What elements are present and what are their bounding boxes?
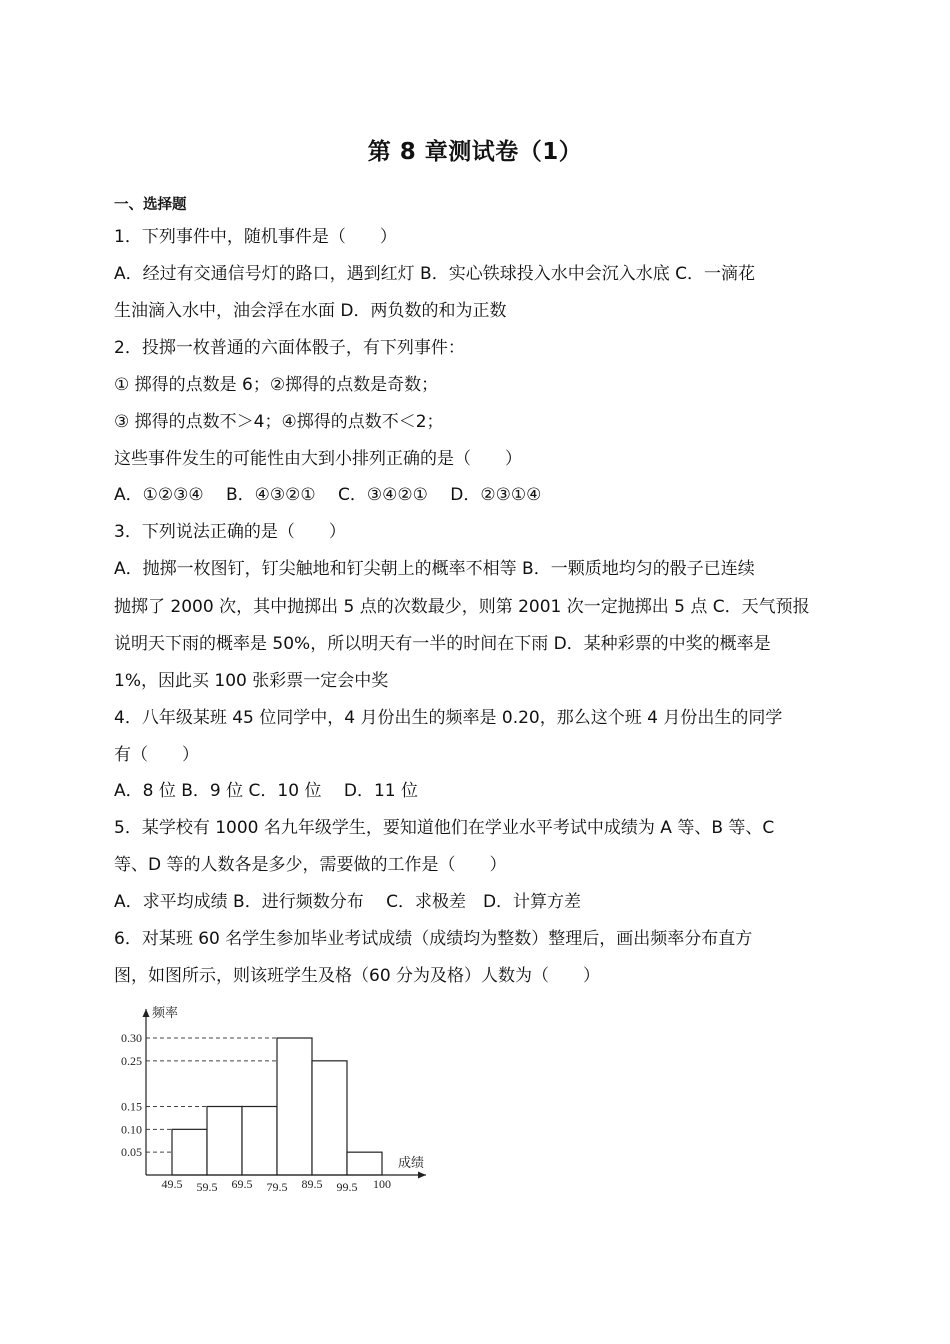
histogram-bar bbox=[172, 1129, 207, 1175]
x-tick-label: 49.5 bbox=[161, 1177, 183, 1191]
y-tick-label: 0.25 bbox=[121, 1053, 142, 1068]
x-axis-arrow bbox=[418, 1172, 426, 1179]
text-line: 图，如图所示，则该班学生及格（60 分为及格）人数为（ ） bbox=[114, 966, 601, 986]
page-title: 第 8 章测试卷（1） bbox=[367, 139, 583, 165]
histogram-bar bbox=[312, 1061, 347, 1175]
y-tick-label: 0.15 bbox=[121, 1099, 142, 1114]
text-line: A．①②③④ B．④③②① C．③④②① D．②③①④ bbox=[114, 485, 542, 505]
text-line: 说明天下雨的概率是 50%，所以明天有一半的时间在下雨 D．某种彩票的中奖的概率是 bbox=[114, 634, 771, 654]
text-line: 1%，因此买 100 张彩票一定会中奖 bbox=[114, 671, 389, 691]
text-line: 1．下列事件中，随机事件是（ ） bbox=[114, 227, 397, 247]
x-tick-label: 59.5 bbox=[196, 1180, 218, 1194]
text-line: A．经过有交通信号灯的路口，遇到红灯 B．实心铁球投入水中会沉入水底 C．一滴花 bbox=[114, 264, 755, 284]
text-line: 这些事件发生的可能性由大到小排列正确的是（ ） bbox=[114, 449, 522, 469]
text-line: A．8 位 B．9 位 C．10 位 D．11 位 bbox=[114, 781, 418, 801]
text-line: 4．八年级某班 45 位同学中，4 月份出生的频率是 0.20，那么这个班 4 月份出生的同学 bbox=[114, 708, 783, 728]
text-line: 2．投掷一枚普通的六面体骰子，有下列事件： bbox=[114, 338, 465, 358]
frequency-histogram bbox=[108, 995, 438, 1200]
histogram-bar bbox=[347, 1152, 382, 1175]
text-line: A．求平均成绩 B．进行频数分布 C．求极差 D．计算方差 bbox=[114, 892, 582, 912]
histogram-bar bbox=[207, 1107, 242, 1176]
text-line: 抛掷了 2000 次，其中抛掷出 5 点的次数最少，则第 2001 次一定抛掷出 5 点 C．天气预报 bbox=[114, 597, 810, 617]
x-tick-label: 79.5 bbox=[266, 1180, 288, 1194]
text-line: 等、D 等的人数各是多少，需要做的工作是（ ） bbox=[114, 855, 507, 875]
y-axis-label: 频率 bbox=[152, 1005, 179, 1020]
y-tick-label: 0.10 bbox=[121, 1122, 142, 1137]
y-axis-arrow bbox=[143, 1009, 150, 1017]
text-line: 生油滴入水中，油会浮在水面 D．两负数的和为正数 bbox=[114, 301, 507, 321]
y-tick-label: 0.05 bbox=[121, 1145, 142, 1160]
text-line: 5．某学校有 1000 名九年级学生，要知道他们在学业水平考试中成绩为 A 等、B 等、C bbox=[114, 818, 775, 838]
text-line: ① 掷得的点数是 6；②掷得的点数是奇数； bbox=[114, 375, 439, 395]
text-line: 6．对某班 60 名学生参加毕业考试成绩（成绩均为整数）整理后，画出频率分布直方 bbox=[114, 929, 753, 949]
x-tick-label: 100 bbox=[373, 1177, 391, 1191]
text-line: ③ 掷得的点数不＞4；④掷得的点数不＜2； bbox=[114, 412, 444, 432]
text-line: 有（ ） bbox=[114, 745, 199, 765]
x-tick-label: 69.5 bbox=[231, 1177, 253, 1191]
x-tick-label: 99.5 bbox=[336, 1180, 358, 1194]
x-axis-label: 成绩 bbox=[398, 1155, 425, 1170]
x-tick-label: 89.5 bbox=[301, 1177, 323, 1191]
text-line: A．抛掷一枚图钉，钉尖触地和钉尖朝上的概率不相等 B．一颗质地均匀的骰子已连续 bbox=[114, 559, 755, 579]
text-line: 3．下列说法正确的是（ ） bbox=[114, 522, 346, 542]
histogram-bar bbox=[277, 1038, 312, 1175]
histogram-bar bbox=[242, 1107, 277, 1176]
y-tick-label: 0.30 bbox=[121, 1031, 142, 1045]
section-heading: 一、选择题 bbox=[114, 197, 187, 213]
